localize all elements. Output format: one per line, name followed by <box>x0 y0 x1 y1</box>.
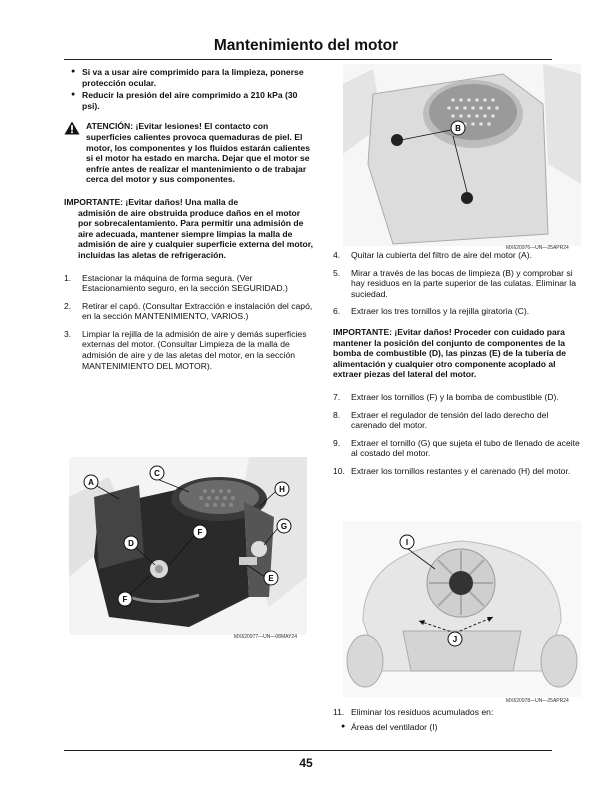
callout-d: D <box>128 539 134 548</box>
callout-g: G <box>280 522 288 531</box>
important-body: admisión de aire obstruida produce daños en el motor por sobrecalentamiento. Para permitir una admisión de aire adecuada, mantener siempre limpias la malla de admisión de aire y cualquier superficie externa del motor, incluidas las aletas de refrigeración. <box>78 207 313 260</box>
engine-top-illustration <box>343 64 581 246</box>
figure-caption-right-2: MX620978—UN—25APR24 <box>506 698 569 704</box>
final-step <box>333 707 583 732</box>
caution-block <box>64 121 314 185</box>
callout-f2: F <box>122 595 128 604</box>
figure-caption-right-1: MX620976—UN—25APR24 <box>506 245 569 251</box>
important-block-2 <box>333 327 583 380</box>
callout-b: B <box>455 124 461 133</box>
steps-list-left <box>64 273 314 372</box>
list-item: 1. Estacionar la máquina de forma segura. (Ver Estacionamiento seguro, en la sección SEGURIDAD.) <box>64 272 288 294</box>
callout-i: I <box>405 538 409 547</box>
callout-j: J <box>452 635 458 644</box>
page-number: 45 <box>299 756 313 770</box>
list-item: 5. Mirar a través de las bocas de limpieza (B) y comprobar si hay residuos en la parte superior de las culatas. Eliminar la suciedad. <box>333 267 576 299</box>
footer-rule <box>64 750 552 751</box>
fan-areas-bullet: ● Áreas del ventilador (I) <box>333 722 583 733</box>
caution-text: ATENCIÓN: ¡Evitar lesiones! El contacto con superficies calientes provoca quemaduras de piel. El motor, los componentes y los fluidos estarán calientes si el motor ha estado en marcha. Dejar que el motor se enfríe antes de realizar el mantenimiento o de trabajar cerca del motor y sus componentes. <box>86 121 310 185</box>
bullet-eye-protection: ● Si va a usar aire comprimido para la limpieza, ponerse protección ocular. <box>82 67 314 88</box>
page-title: Mantenimiento del motor <box>213 37 399 54</box>
list-item: 10. Extraer los tornillos restantes y el carenado (H) del motor. <box>333 465 571 476</box>
engine-side-illustration <box>69 457 307 635</box>
list-item: 8. Extraer el regulador de tensión del lado derecho del carenado del motor. <box>333 409 549 431</box>
engine-side-figure <box>69 457 307 635</box>
list-item: 6. Extraer los tres tornillos y la rejilla giratoria (C). <box>333 306 530 317</box>
list-item: 2. Retirar el capó. (Consultar Extracción e instalación del capó, en la sección MANTENIMIENTO, VARIOS.) <box>64 300 313 322</box>
list-item: 7. Extraer los tornillos (F) y la bomba de combustible (D). <box>333 391 559 402</box>
important-block <box>64 197 314 261</box>
figure-caption-left: MX620977—UN—08MAY24 <box>234 634 297 640</box>
list-item: 11. Eliminar los residuos acumulados en: <box>333 707 494 717</box>
callout-c: C <box>154 469 160 478</box>
engine-top-figure <box>343 64 581 246</box>
safety-bullets <box>82 67 314 111</box>
fan-area-figure <box>343 521 581 697</box>
steps-list-right-a <box>333 250 583 317</box>
callout-a: A <box>88 478 94 487</box>
callout-e: E <box>268 574 274 583</box>
right-column <box>333 250 583 484</box>
left-column <box>64 67 314 378</box>
callout-h: H <box>279 485 285 494</box>
important-lead: IMPORTANTE: ¡Evitar daños! Una malla de <box>64 196 239 207</box>
callout-f1: F <box>197 528 203 537</box>
bullet-air-pressure: ● Reducir la presión del aire comprimido a 210 kPa (30 psi). <box>82 90 314 111</box>
header-rule <box>64 59 552 60</box>
important-text-2: IMPORTANTE: ¡Evitar daños! Proceder con cuidado para mantener la posición del conjunto de componentes de la bomba de combustible (D), las pinzas (E) de la tubería de alimentación y cualquier otro componente acoplado al extraer piezas del lateral del motor. <box>333 326 567 380</box>
list-item: 3. Limpiar la rejilla de la admisión de aire y demás superficies externas del motor. (Consultar Limpieza de la malla de admisión de aire y de las aletas del motor, en la sección MANTENIMIENTO DEL MOTOR). <box>64 328 307 371</box>
fan-area-illustration <box>343 521 581 697</box>
list-item: 4. Quitar la cubierta del filtro de aire del motor (A). <box>333 250 533 260</box>
list-item: 9. Extraer el tornillo (G) que sujeta el tubo de llenado de aceite al costado del motor. <box>333 437 580 459</box>
warning-triangle-icon <box>64 121 80 135</box>
steps-list-right-b <box>333 392 583 477</box>
